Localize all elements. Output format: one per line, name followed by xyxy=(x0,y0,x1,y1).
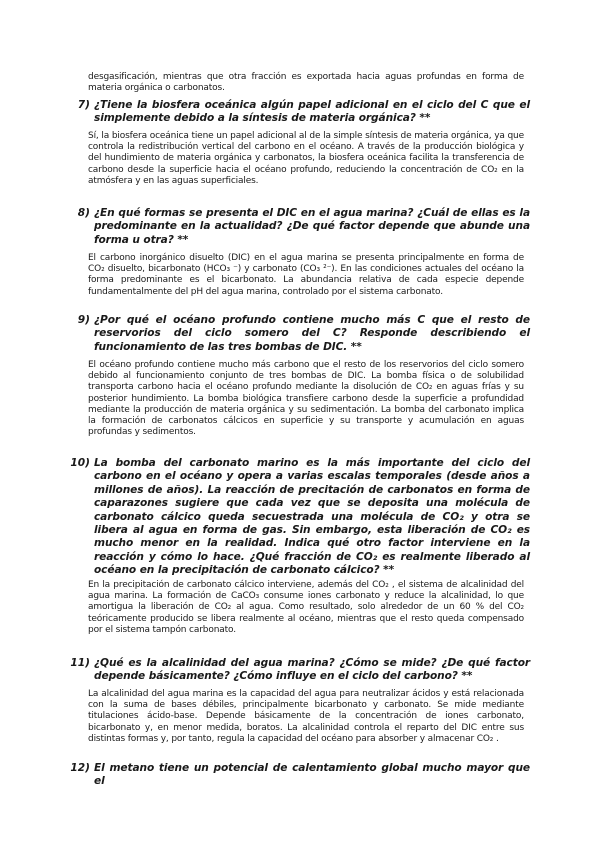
answer-text: El carbono inorgánico disuelto (DIC) en el agua marina se presenta principalmente en forma de CO₂ disuelto, bicarbonato (HCO₃ ⁻) y carbonato (CO₃ ²⁻). En las condiciones actuales del océano la forma predominante es el bicarbonato. La abundancia relativa de cada especie depende fundamentalmente del pH del agua marina, controlado por el sistema carbonato. xyxy=(88,253,524,297)
question-7 xyxy=(66,99,530,126)
question-10 xyxy=(66,457,530,578)
question-number: 12) xyxy=(70,762,90,774)
question-text: La bomba del carbonato marino es la más importante del ciclo del carbono en el océano y opera a varias escalas temporales (desde años a millones de años). La reacción de precitación de carbonatos en forma de caparazones sugiere que cada vez que se deposita una molécula de carbonato cálcico queda secuestrada una molécula de CO₂ y otra se libera al agua en forma de gas. Sin embargo, esta liberación de CO₂ es mucho menor en la realidad. Indica qué otro factor interviene en la reacción y cómo lo hace. ¿Qué fracción de CO₂ es realmente liberado al océano en la precipitación de carbonato cálcico? ** xyxy=(94,457,530,577)
question-text: ¿Qué es la alcalinidad del agua marina? ¿Cómo se mide? ¿De qué factor depende básicamente? ¿Cómo influye en el ciclo del carbono? ** xyxy=(94,657,530,683)
question-text: ¿En qué formas se presenta el DIC en el agua marina? ¿Cuál de ellas es la predominante en la actualidad? ¿De qué factor depende que abunde una forma u otra? ** xyxy=(94,207,530,246)
answer-9 xyxy=(88,360,524,438)
question-9 xyxy=(66,314,530,354)
question-12 xyxy=(66,762,530,789)
intro-text: desgasificación, mientras que otra fracción es exportada hacia aguas profundas en forma de materia orgánica o carbonatos. xyxy=(88,72,524,94)
answer-11 xyxy=(88,689,524,745)
question-text: ¿Tiene la biosfera oceánica algún papel adicional en el ciclo del C que el simplemente debido a la síntesis de materia orgánica? ** xyxy=(94,99,530,125)
question-11 xyxy=(66,657,530,684)
answer-7 xyxy=(88,131,524,187)
answer-text: En la precipitación de carbonato cálcico interviene, además del CO₂ , el sistema de alcalinidad del agua marina. La formación de CaCO₃ consume iones carbonato y reduce la alcalinidad, lo que amortigua la liberación de CO₂ al agua. Como resultado, solo alrededor de un 60 % del CO₂ teóricamente producido se libera realmente al océano, mientras que el resto queda compensado por el sistema tampón carbonato. xyxy=(88,580,524,635)
question-text: El metano tiene un potencial de calentamiento global mucho mayor que el xyxy=(94,762,530,788)
answer-text: La alcalinidad del agua marina es la capacidad del agua para neutralizar ácidos y está relacionada con la suma de bases débiles, principalmente bicarbonato y carbonato. Se mide mediante titulaciones ácido-base. Depende básicamente de la concentración de iones carbonato, bicarbonato y, en menor medida, boratos. La alcalinidad controla el reparto del DIC entre sus distintas formas y, por tanto, regula la capacidad del océano para absorber y almacenar CO₂ . xyxy=(88,689,524,744)
question-number: 8) xyxy=(77,207,90,219)
intro-paragraph xyxy=(88,72,524,94)
answer-8 xyxy=(88,253,524,298)
question-number: 11) xyxy=(70,657,90,669)
answer-text: El océano profundo contiene mucho más carbono que el resto de los reservorios del ciclo somero debido al funcionamiento conjunto de tres bombas de DIC. La bomba física o de solubilidad transporta carbono hacia el océano profundo mediante la disolución de CO₂ en aguas frías y su posterior hundimiento. La bomba biológica transfiere carbono desde la superficie a profundidad mediante la producción de materia orgánica y su sedimentación. La bomba del carbonato implica la formación de carbonatos cálcicos en superficie y su transporte y acumulación en aguas profundas y sedimentos. xyxy=(88,360,524,438)
question-number: 9) xyxy=(77,314,90,326)
question-number: 7) xyxy=(77,99,90,111)
question-number: 10) xyxy=(70,457,90,469)
question-text: ¿Por qué el océano profundo contiene mucho más C que el resto de reservorios del ciclo somero del C? Responde describiendo el funcionamiento de las tres bombas de DIC. ** xyxy=(94,314,530,353)
answer-10 xyxy=(88,580,524,636)
question-8 xyxy=(66,207,530,247)
answer-text: Sí, la biosfera oceánica tiene un papel adicional al de la simple síntesis de materia orgánica, ya que controla la redistribución vertical del carbono en el océano. A través de la producción biológica y del hundimiento de materia orgánica y carbonatos, la biosfera oceánica facilita la transferencia de carbono desde la superficie hacia el océano profundo, reduciendo la concentración de CO₂ en la atmósfera y en las aguas superficiales. xyxy=(88,131,524,186)
